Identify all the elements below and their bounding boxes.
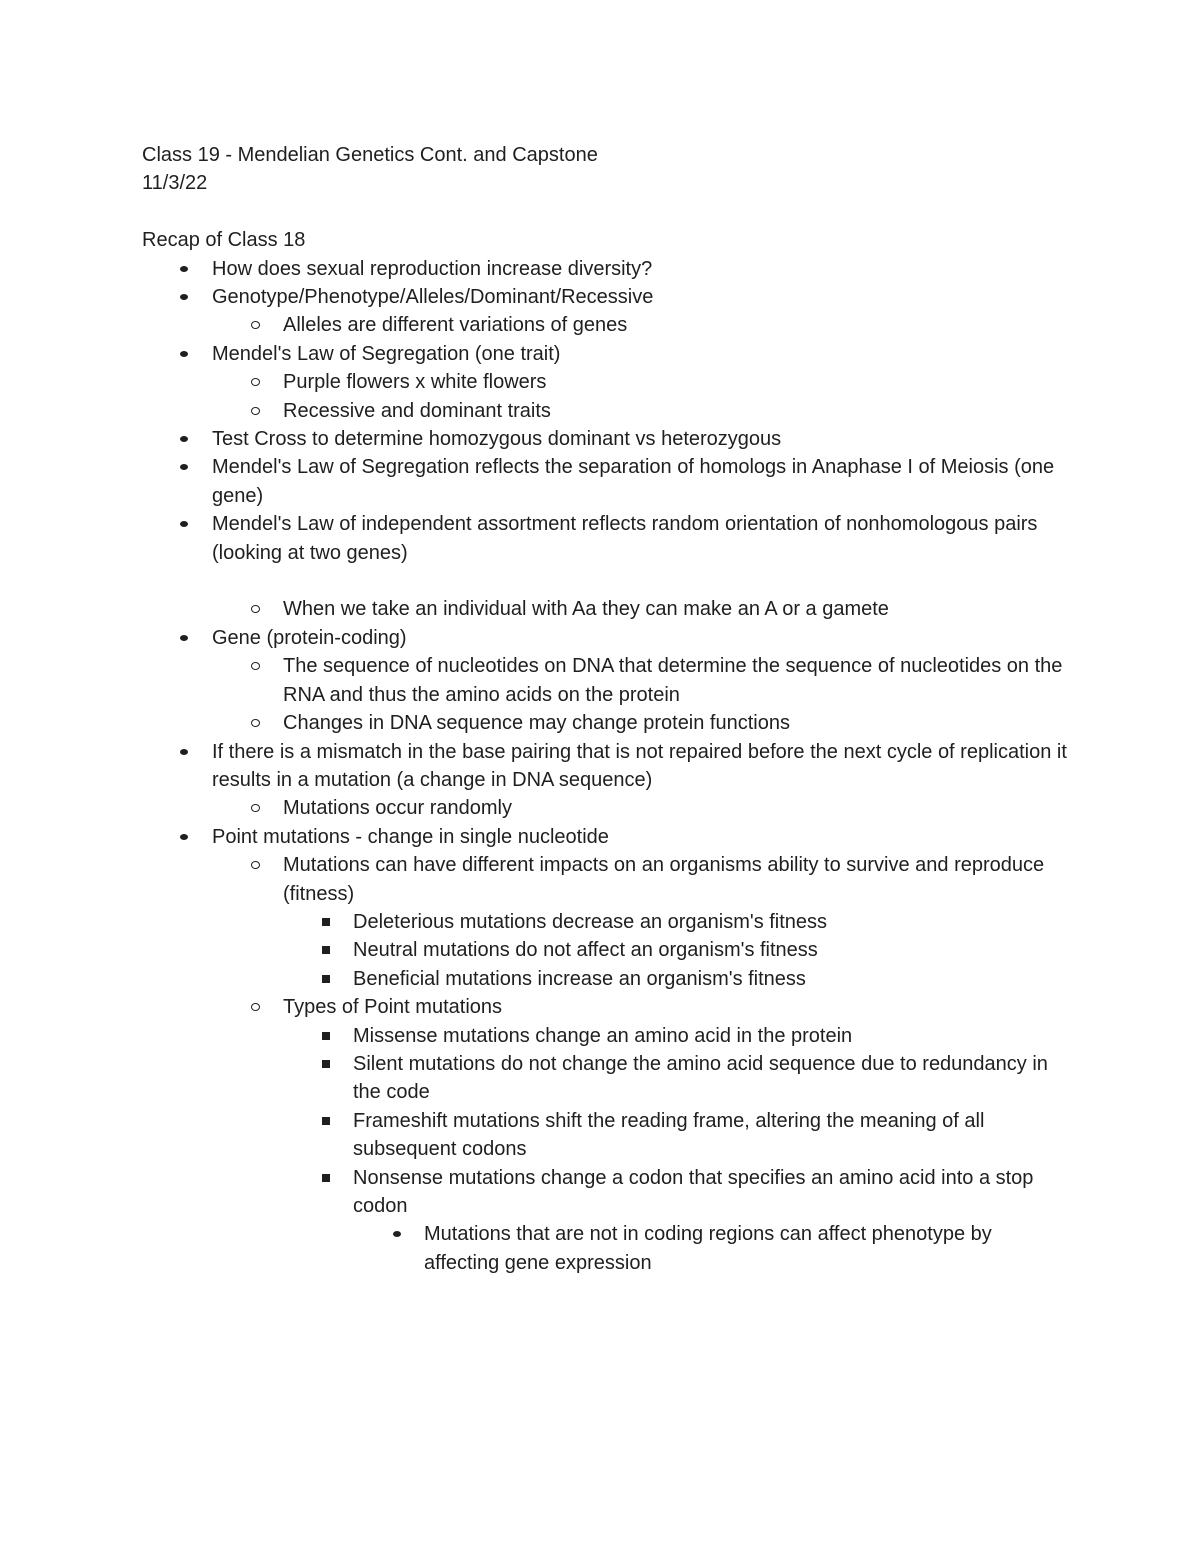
list-item: [142, 255, 1072, 283]
square-bullet-icon: [317, 1022, 337, 1050]
list-item-text: Point mutations - change in single nucleotide: [212, 825, 609, 848]
dot-bullet-icon: [175, 340, 195, 368]
list-item-text: Mutations can have different impacts on an organisms ability to survive and reproduce (fitness): [283, 854, 1045, 905]
list-item-text: Deleterious mutations decrease an organism's fitness: [353, 910, 828, 933]
dot-bullet-icon: [388, 1220, 408, 1248]
square-bullet-icon: [317, 908, 337, 936]
square-bullet-icon: [317, 1107, 337, 1135]
square-bullet-icon: [317, 1164, 337, 1192]
list-item-text: How does sexual reproduction increase diversity?: [212, 257, 653, 280]
list-item-text: Mutations that are not in coding regions can affect phenotype by affecting gene expression: [424, 1223, 992, 1274]
list-item-text: Genotype/Phenotype/Alleles/Dominant/Recessive: [212, 286, 654, 309]
list-item-text: Test Cross to determine homozygous dominant vs heterozygous: [212, 428, 782, 451]
dot-bullet-icon: [175, 425, 195, 453]
document-date: 11/3/22: [142, 172, 208, 195]
list-item-text: Mendel's Law of Segregation reflects the separation of homologs in Anaphase I of Meiosis (one gene): [212, 456, 1055, 507]
notes-list: [142, 255, 1072, 1278]
dot-bullet-icon: [175, 823, 195, 851]
list-item-text: Mendel's Law of independent assortment reflects random orientation of nonhomologous pairs (looking at two genes): [212, 513, 1038, 564]
dot-bullet-icon: [175, 738, 195, 766]
list-item-text: Neutral mutations do not affect an organism's fitness: [353, 939, 818, 962]
list-item-text: Mutations occur randomly: [283, 797, 512, 820]
document-body: [142, 141, 1072, 1277]
dot-bullet-icon: [175, 255, 195, 283]
list-item: [142, 738, 1072, 795]
document-title: Class 19 - Mendelian Genetics Cont. and Capstone: [142, 144, 598, 166]
list-item-text: Mendel's Law of Segregation (one trait): [212, 342, 561, 365]
list-item-text: Types of Point mutations: [283, 996, 503, 1019]
dot-bullet-icon: [175, 453, 195, 481]
circle-bullet-icon: [246, 368, 266, 396]
list-item: [142, 709, 1072, 737]
circle-bullet-icon: [246, 851, 266, 879]
list-item-text: If there is a mismatch in the base pairing that is not repaired before the next cycle of replication it results in a mutation (a change in DNA sequence): [212, 740, 1067, 791]
list-item: [142, 397, 1072, 425]
list-item-text: Purple flowers x white flowers: [283, 371, 547, 394]
list-item-text: Beneficial mutations increase an organism's fitness: [353, 967, 806, 990]
list-item: [142, 652, 1072, 709]
list-item: [142, 1107, 1072, 1164]
circle-bullet-icon: [246, 794, 266, 822]
list-item: [142, 425, 1072, 453]
blank-line: [142, 198, 1072, 226]
square-bullet-icon: [317, 936, 337, 964]
circle-bullet-icon: [246, 652, 266, 680]
list-item-text: Silent mutations do not change the amino acid sequence due to redundancy in the code: [353, 1052, 1048, 1104]
dot-bullet-icon: [175, 510, 195, 538]
list-item-text: Changes in DNA sequence may change protein functions: [283, 712, 790, 735]
circle-bullet-icon: [246, 311, 266, 339]
list-item-text: Nonsense mutations change a codon that specifies an amino acid into a stop codon: [353, 1166, 1034, 1217]
list-item: [142, 908, 1072, 936]
list-item-text: Recessive and dominant traits: [283, 399, 551, 422]
square-bullet-icon: [317, 965, 337, 993]
list-item: [142, 510, 1072, 567]
list-item: [142, 624, 1072, 652]
list-item: [142, 311, 1072, 339]
dot-bullet-icon: [175, 624, 195, 652]
list-item-text: Frameshift mutations shift the reading frame, altering the meaning of all subsequent codons: [353, 1109, 985, 1161]
list-item-text: Gene (protein-coding): [212, 626, 407, 649]
list-item-text: When we take an individual with Aa they can make an A or a gamete: [283, 598, 889, 621]
list-item-text: Missense mutations change an amino acid in the protein: [353, 1024, 853, 1047]
list-item: [142, 993, 1072, 1021]
list-item-text: Alleles are different variations of genes: [283, 314, 628, 337]
list-item: [142, 283, 1072, 311]
list-item: [142, 823, 1072, 851]
list-item: [142, 936, 1072, 964]
square-bullet-icon: [317, 1050, 337, 1078]
circle-bullet-icon: [246, 709, 266, 737]
list-item: [142, 368, 1072, 396]
list-item: [142, 851, 1072, 908]
list-item: [142, 794, 1072, 822]
list-item: [142, 1050, 1072, 1107]
circle-bullet-icon: [246, 595, 266, 623]
section-heading: Recap of Class 18: [142, 229, 306, 252]
dot-bullet-icon: [175, 283, 195, 311]
list-item: [142, 453, 1072, 510]
list-item: [142, 965, 1072, 993]
list-item: [142, 595, 1072, 623]
list-item: [142, 1164, 1072, 1221]
list-item-text: The sequence of nucleotides on DNA that determine the sequence of nucleotides on the RNA and thus the amino acids on the protein: [283, 655, 1063, 706]
list-item: [142, 1022, 1072, 1050]
circle-bullet-icon: [246, 397, 266, 425]
circle-bullet-icon: [246, 993, 266, 1021]
list-item: [142, 1220, 1072, 1277]
list-item: [142, 340, 1072, 368]
